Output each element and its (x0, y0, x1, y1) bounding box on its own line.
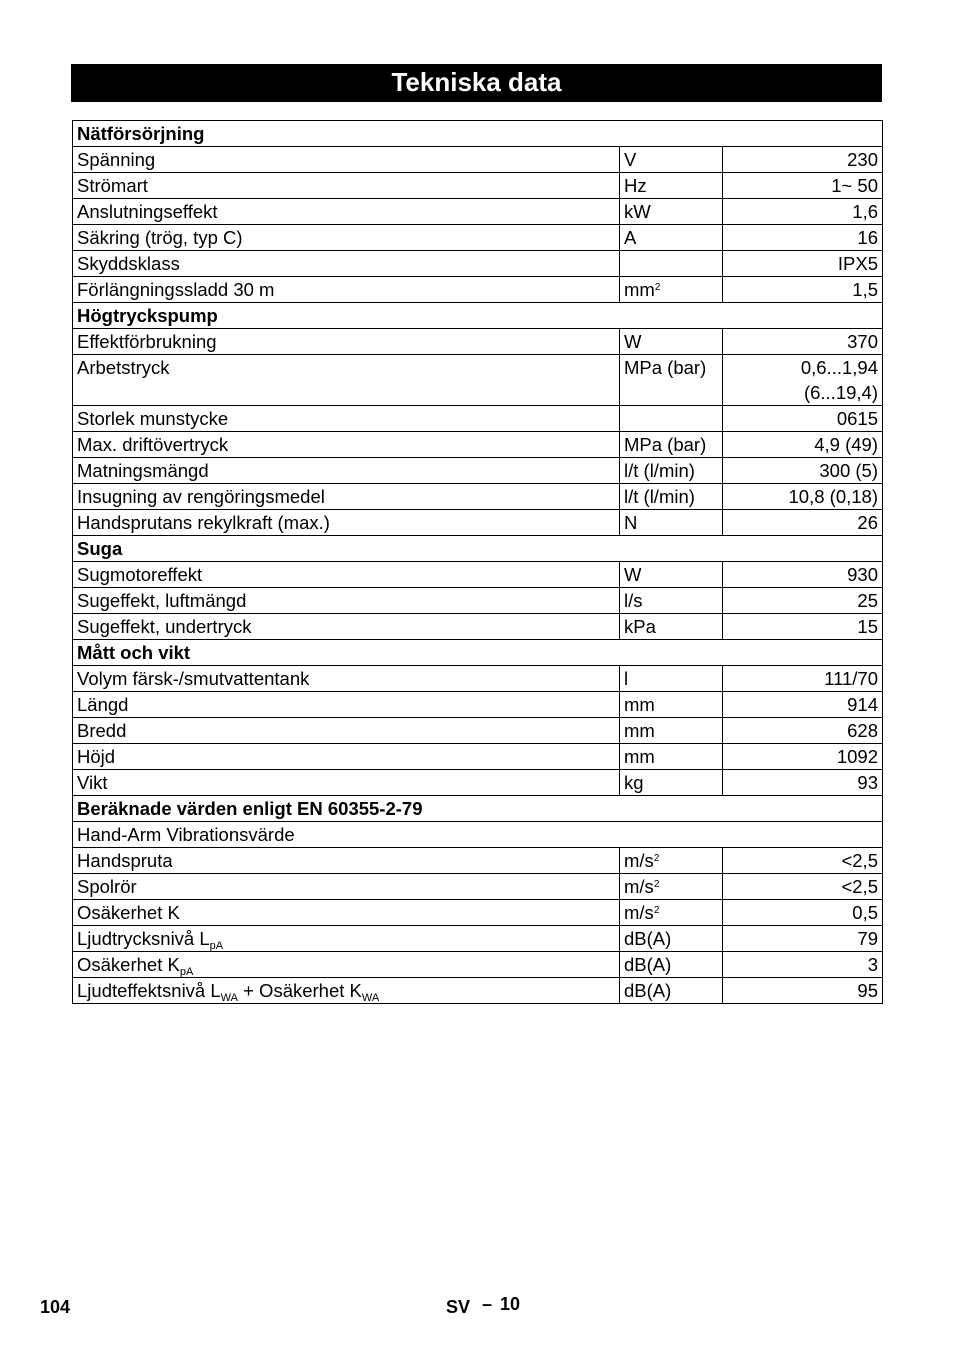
section-heading: Beräknade värden enligt EN 60355-2-79 (73, 796, 883, 822)
unit-text: l/s (624, 590, 643, 611)
row-value (723, 277, 883, 303)
unit-text: MPa (bar) (624, 434, 707, 455)
table-row (73, 952, 883, 978)
table-row (73, 770, 883, 796)
row-value (723, 458, 883, 484)
value-text: 914 (847, 694, 878, 715)
row-unit (620, 484, 723, 510)
row-label (73, 692, 620, 718)
value-text: 4,9 (49) (814, 434, 878, 455)
row-label (73, 978, 620, 1004)
label-text: Spänning (77, 149, 156, 170)
section-heading: Suga (73, 536, 883, 562)
row-value (723, 406, 883, 432)
value-text: 95 (857, 980, 878, 1001)
unit-text: Hz (624, 175, 647, 196)
value-text: 79 (857, 928, 878, 949)
row-unit (620, 692, 723, 718)
row-unit (620, 952, 723, 978)
row-label (73, 614, 620, 640)
table-row (73, 926, 883, 952)
row-label (73, 718, 620, 744)
unit-text: V (624, 149, 637, 170)
row-label (73, 277, 620, 303)
row-unit (620, 406, 723, 432)
row-label (73, 173, 620, 199)
row-label (73, 458, 620, 484)
unit-text: kW (624, 201, 651, 222)
value-text: <2,5 (841, 850, 878, 871)
row-value (723, 744, 883, 770)
value-text: 370 (847, 331, 878, 352)
unit-text: dB(A) (624, 980, 672, 1001)
unit-text: A (624, 227, 637, 248)
row-unit (620, 666, 723, 692)
row-value (723, 199, 883, 225)
row-unit (620, 251, 723, 277)
unit-text: kg (624, 772, 644, 793)
unit-text: m/s (624, 850, 654, 871)
unit-superscript: 2 (653, 905, 660, 916)
row-value (723, 510, 883, 536)
label-text: Sugeffekt, luftmängd (77, 590, 247, 611)
label-text: Anslutningseffekt (77, 201, 218, 222)
row-label (73, 432, 620, 458)
section-row (73, 640, 883, 666)
label-text: Ljudtrycksnivå L (77, 928, 210, 949)
unit-text: W (624, 331, 642, 352)
value-text: 628 (847, 720, 878, 741)
label-text: Längd (77, 694, 129, 715)
row-unit (620, 355, 723, 406)
row-label (73, 562, 620, 588)
language-code: SV (446, 1297, 471, 1317)
label-text: Storlek munstycke (77, 408, 229, 429)
row-unit (620, 744, 723, 770)
row-label (73, 588, 620, 614)
label-text: Osäkerhet K (77, 902, 180, 923)
value-text: 1~ 50 (831, 175, 878, 196)
value-text: 26 (857, 512, 878, 533)
table-row (73, 692, 883, 718)
unit-text: dB(A) (624, 928, 672, 949)
row-unit (620, 329, 723, 355)
unit-text: N (624, 512, 638, 533)
label-text: Vikt (77, 772, 108, 793)
row-label (73, 952, 620, 978)
value-text: 1092 (836, 746, 878, 767)
table-row (73, 562, 883, 588)
row-value (723, 225, 883, 251)
unit-text: kPa (624, 616, 656, 637)
row-label (73, 484, 620, 510)
unit-text: mm (624, 279, 655, 300)
row-unit (620, 978, 723, 1004)
row-label (73, 251, 620, 277)
row-unit (620, 874, 723, 900)
row-unit (620, 458, 723, 484)
row-label (73, 744, 620, 770)
page-title: Tekniska data (71, 64, 882, 102)
table-row (73, 277, 883, 303)
label-text: Osäkerhet K (77, 954, 180, 975)
label-text: Arbetstryck (77, 357, 170, 378)
row-label (73, 510, 620, 536)
row-value (723, 614, 883, 640)
row-unit (620, 770, 723, 796)
row-value (723, 874, 883, 900)
footer-dash: – (482, 1294, 493, 1314)
label-text: Skyddsklass (77, 253, 180, 274)
table-row (73, 484, 883, 510)
table-row (73, 588, 883, 614)
value-text: 1,6 (852, 201, 878, 222)
table-row (73, 329, 883, 355)
row-label (73, 666, 620, 692)
unit-text: dB(A) (624, 954, 672, 975)
row-unit (620, 199, 723, 225)
row-value (723, 355, 883, 406)
unit-superscript: 2 (654, 282, 661, 293)
value-text: 0,6...1,94 (800, 357, 878, 378)
unit-text: l/t (l/min) (624, 486, 695, 507)
table-row (73, 251, 883, 277)
label-text: Sugmotoreffekt (77, 564, 203, 585)
value-text: <2,5 (841, 876, 878, 897)
row-label: Hand-Arm Vibrationsvärde (73, 822, 883, 848)
row-value (723, 484, 883, 510)
table-row (73, 510, 883, 536)
table-row (73, 173, 883, 199)
row-value (723, 147, 883, 173)
value-text: 0615 (836, 408, 878, 429)
table-row (73, 848, 883, 874)
tech-data-table-body (73, 121, 883, 1004)
value-text: 3 (867, 954, 878, 975)
row-unit (620, 718, 723, 744)
label-text: Insugning av rengöringsmedel (77, 486, 325, 507)
value-text: 10,8 (0,18) (788, 486, 878, 507)
table-row (73, 900, 883, 926)
row-label (73, 199, 620, 225)
section-row (73, 536, 883, 562)
row-unit (620, 277, 723, 303)
row-unit (620, 510, 723, 536)
row-label (73, 147, 620, 173)
row-value (723, 666, 883, 692)
row-value (723, 952, 883, 978)
tech-data-table (72, 120, 883, 1004)
table-row (73, 874, 883, 900)
row-value (723, 718, 883, 744)
value-text: 16 (857, 227, 878, 248)
label-text: Sugeffekt, undertryck (77, 616, 252, 637)
section-heading: Mått och vikt (73, 640, 883, 666)
value-text: 300 (5) (819, 460, 878, 481)
label-text: Höjd (77, 746, 116, 767)
page-number: 104 (40, 1297, 71, 1317)
unit-text: mm (624, 694, 655, 715)
row-unit (620, 432, 723, 458)
section-page-number: 10 (500, 1294, 521, 1314)
unit-text: l (624, 668, 629, 689)
value-text: IPX5 (837, 253, 878, 274)
section-heading: Nätförsörjning (73, 121, 883, 147)
unit-text: mm (624, 720, 655, 741)
row-value (723, 588, 883, 614)
table-row (73, 666, 883, 692)
section-heading: Högtryckspump (73, 303, 883, 329)
label-subscript: pA (209, 940, 224, 952)
label-text: Volym färsk-/smutvattentank (77, 668, 310, 689)
table-row (73, 744, 883, 770)
row-label (73, 355, 620, 406)
row-label (73, 900, 620, 926)
table-row (73, 147, 883, 173)
row-unit (620, 614, 723, 640)
table-row (73, 458, 883, 484)
value-text: 93 (857, 772, 878, 793)
value-text-line2: (6...19,4) (803, 382, 878, 403)
table-row (73, 355, 883, 406)
unit-text: MPa (bar) (624, 357, 707, 378)
label-text: Förlängningssladd 30 m (77, 279, 275, 300)
section-row (73, 796, 883, 822)
label-subscript: pA (179, 966, 194, 978)
section-row (73, 303, 883, 329)
unit-superscript: 2 (653, 853, 660, 864)
row-label (73, 926, 620, 952)
value-text: 930 (847, 564, 878, 585)
table-row (73, 978, 883, 1004)
label-text: Strömart (77, 175, 148, 196)
unit-text: m/s (624, 876, 654, 897)
unit-text: m/s (624, 902, 654, 923)
row-value (723, 173, 883, 199)
row-unit (620, 848, 723, 874)
table-row (73, 432, 883, 458)
row-label (73, 329, 620, 355)
row-label (73, 406, 620, 432)
table-row (73, 718, 883, 744)
row-value (723, 432, 883, 458)
row-unit (620, 225, 723, 251)
row-unit (620, 588, 723, 614)
row-value (723, 978, 883, 1004)
row-value (723, 926, 883, 952)
row-label (73, 874, 620, 900)
row-value (723, 692, 883, 718)
value-text: 230 (847, 149, 878, 170)
unit-text: W (624, 564, 642, 585)
row-unit (620, 147, 723, 173)
row-value (723, 251, 883, 277)
label-text: Handspruta (77, 850, 173, 871)
table-row (73, 406, 883, 432)
label-text: Bredd (77, 720, 127, 741)
label-text: Ljudteffektsnivå L (77, 980, 221, 1001)
label-text: Spolrör (77, 876, 137, 897)
row-unit (620, 900, 723, 926)
unit-superscript: 2 (653, 879, 660, 890)
value-text: 1,5 (852, 279, 878, 300)
label-text: Säkring (trög, typ C) (77, 227, 243, 248)
label-text: Matningsmängd (77, 460, 209, 481)
row-label (73, 225, 620, 251)
row-unit (620, 926, 723, 952)
table-row (73, 822, 883, 848)
row-unit (620, 562, 723, 588)
value-text: 0,5 (852, 902, 878, 923)
label-subscript: WA (361, 992, 380, 1004)
unit-text: mm (624, 746, 655, 767)
section-row (73, 121, 883, 147)
row-label (73, 770, 620, 796)
label-subscript: WA (220, 992, 238, 1004)
row-value (723, 770, 883, 796)
row-value (723, 848, 883, 874)
table-row (73, 225, 883, 251)
label-text: Effektförbrukning (77, 331, 217, 352)
row-unit (620, 173, 723, 199)
row-value (723, 900, 883, 926)
label-text-continued: + Osäkerhet K (237, 980, 362, 1001)
table-row (73, 614, 883, 640)
row-value (723, 329, 883, 355)
label-text: Handsprutans rekylkraft (max.) (77, 512, 330, 533)
value-text: 15 (857, 616, 878, 637)
table-row (73, 199, 883, 225)
value-text: 25 (857, 590, 878, 611)
unit-text: l/t (l/min) (624, 460, 695, 481)
row-value (723, 562, 883, 588)
value-text: 111/70 (824, 668, 878, 689)
row-label (73, 848, 620, 874)
label-text: Max. driftövertryck (77, 434, 229, 455)
